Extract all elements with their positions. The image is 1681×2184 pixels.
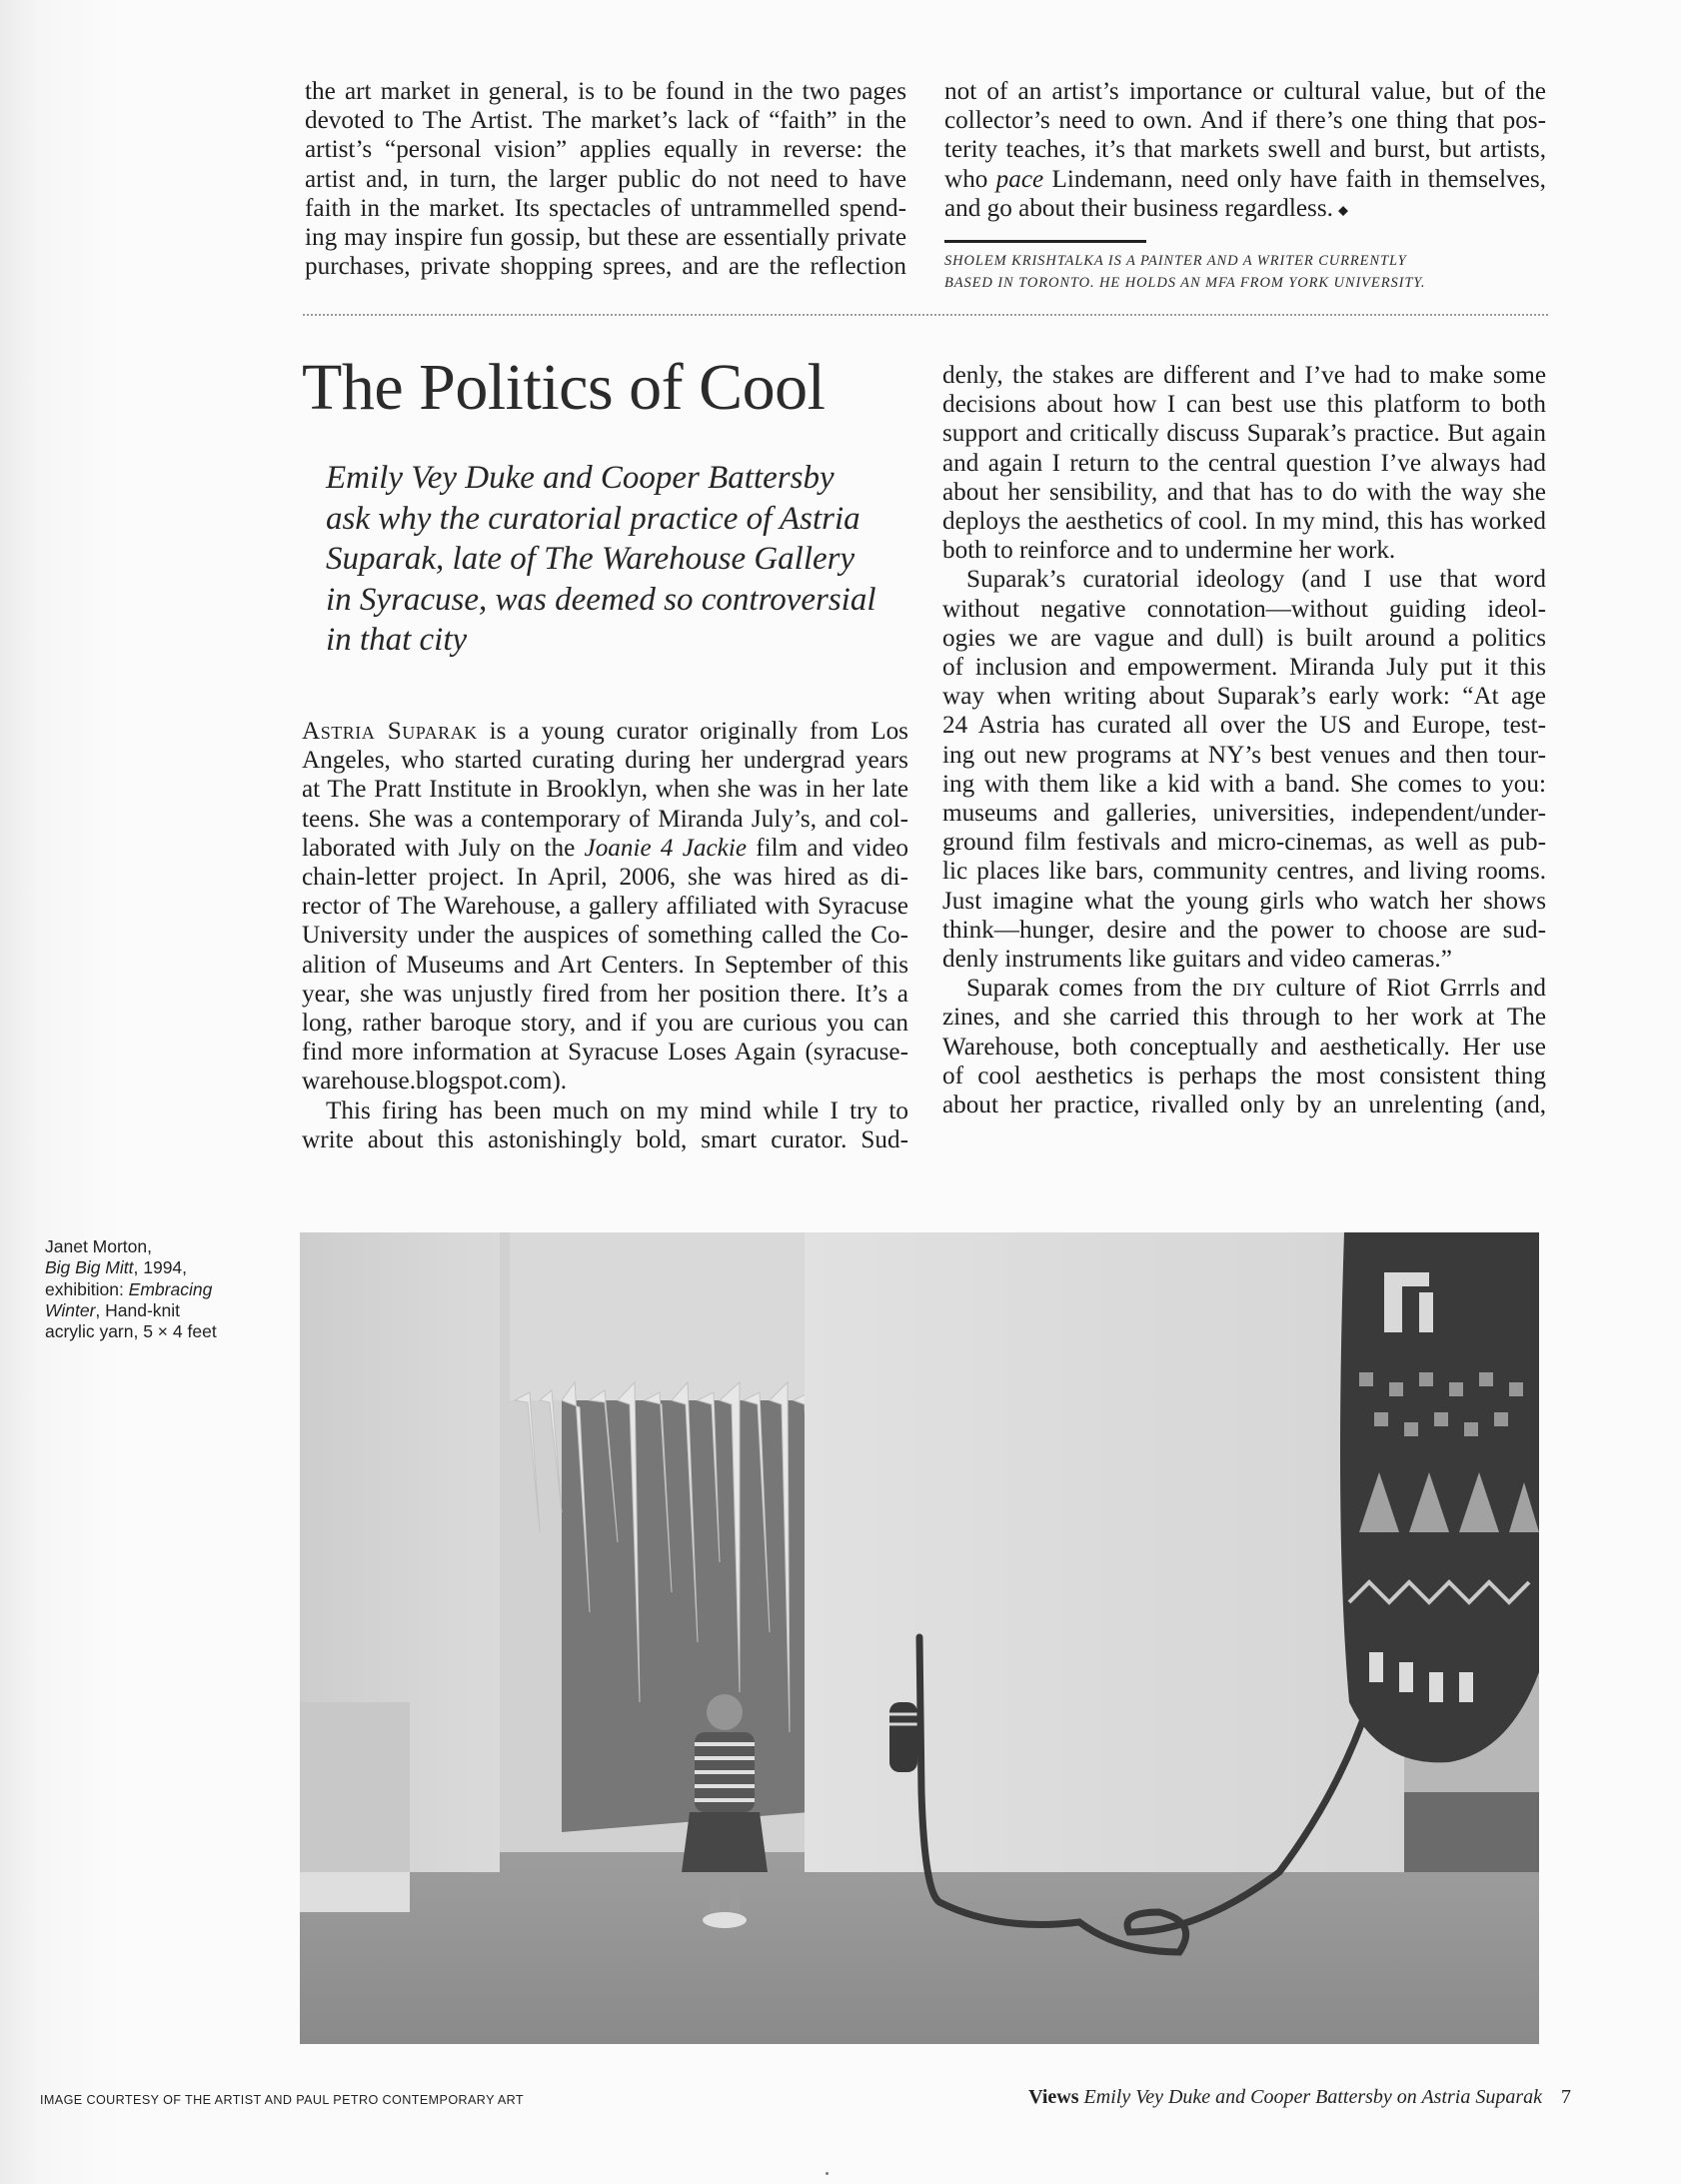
installation-photo (300, 1232, 1539, 2044)
text-line: artist’s “personal vision” applies equally in reverse: the (305, 136, 906, 164)
text-line: and again I return to the central question I’ve always had (942, 449, 1546, 477)
previous-article-paragraph (944, 77, 1546, 225)
text-run: Lindemann, need only have faith in themselves, (1043, 165, 1546, 193)
text-line: devoted to The Artist. The market’s lack of “faith” in the (305, 107, 906, 135)
text-line: both to reinforce and to undermine her work. (942, 537, 1396, 565)
article-paragraph (302, 717, 908, 1096)
text-line: terity teaches, it’s that markets swell and burst, but artists, (944, 136, 1546, 164)
page-number: 7 (1561, 2086, 1571, 2108)
previous-article-paragraph (305, 77, 906, 281)
text-line: 24 Astria has curated all over the US and Europe, test- (942, 712, 1546, 740)
text-line (942, 974, 1546, 1003)
image-credit: IMAGE COURTESY OF THE ARTIST AND PAUL PETRO CONTEMPORARY ART (40, 2093, 525, 2107)
text-line: Warehouse, both conceptually and aesthetically. Her use (942, 1033, 1546, 1061)
text-line: find more information at Syracuse Loses Again (syracuse- (302, 1039, 908, 1067)
text-line: about her practice, rivalled only by an unrelenting (and, (942, 1092, 1546, 1119)
article-title: The Politics of Cool (302, 351, 826, 424)
text-run: culture of Riot Grrrls and (1265, 975, 1546, 1003)
text-line: not of an artist’s importance or cultural value, but of the (944, 78, 1546, 105)
text-line: about her sensibility, and that has to do with the way she (942, 478, 1546, 506)
text-line: year, she was unjustly fired from her position there. It’s a (302, 980, 908, 1008)
text-run: film and video (747, 834, 908, 862)
article-column-left (302, 717, 908, 1154)
caption-exhibition-title: Embracing (128, 1278, 213, 1299)
text-line: University under the auspices of something called the Co- (302, 922, 908, 950)
text-line: ground film festivals and micro-cinemas, as well as pub- (942, 829, 1546, 857)
previous-article-column-right (944, 77, 1546, 225)
smallcaps-diy: diy (1232, 975, 1266, 1003)
figure-caption (45, 1236, 265, 1342)
text-line: without negative connotation—without guiding ideol- (942, 595, 1546, 623)
text-line: Angeles, who started curating during her undergrad years (302, 747, 908, 775)
blog-link-text: warehouse.blogspot.com). (302, 1068, 568, 1095)
caption-medium: , Hand-knit (95, 1299, 181, 1320)
text-run: Suparak comes from the (966, 975, 1233, 1003)
text-line: ing with them like a kid with a band. She comes to you: (942, 770, 1546, 798)
deck-line: Suparak, late of The Warehouse Gallery (326, 541, 855, 577)
text-line: faith in the market. Its spectacles of untrammelled spend- (305, 194, 906, 222)
caption-artist: Janet Morton, (45, 1236, 152, 1256)
text-run: who (944, 165, 996, 193)
text-run: and go about their business regardless. (944, 194, 1333, 222)
text-line: purchases, private shopping sprees, and are the reflection (305, 253, 906, 281)
text-line: teens. She was a contemporary of Miranda July’s, and col- (302, 805, 908, 833)
photo-grain (300, 1232, 1539, 2044)
italic-title-joanie-4-jackie: Joanie 4 Jackie (584, 834, 748, 862)
text-line: of inclusion and empowerment. Miranda July put it this (942, 654, 1546, 682)
text-line: decisions about how I can best use this platform to both (942, 391, 1546, 419)
text-line: ing may inspire fun gossip, but these are essentially private (305, 224, 906, 252)
caption-year: , 1994, (133, 1257, 188, 1278)
caption-exhibition-label: exhibition: (45, 1278, 129, 1299)
text-line: artist and, in turn, the larger public do not need to have (305, 165, 906, 193)
text-line: rector of The Warehouse, a gallery affiliated with Syracuse (302, 893, 908, 921)
text-line: at The Pratt Institute in Brooklyn, when she was in her late (302, 776, 908, 804)
text-line: Suparak’s curatorial ideology (and I use that word (966, 566, 1546, 594)
text-line: zines, and she carried this through to her work at The (942, 1004, 1546, 1032)
italic-term-pace: pace (995, 165, 1044, 193)
bio-rule (944, 240, 1146, 243)
scan-speck (826, 2172, 829, 2175)
page-footer (1028, 2086, 1571, 2109)
section-divider (303, 314, 1548, 316)
deck-line: in that city (326, 622, 468, 658)
article-paragraph (942, 361, 1546, 565)
text-line: ogies we are vague and dull) is built around a politics (942, 624, 1546, 652)
text-run: laborated with July on the (302, 834, 585, 862)
deck-line: in Syracuse, was deemed so controversial (326, 581, 876, 618)
text-line: denly, the stakes are different and I’ve had to make some (942, 362, 1546, 389)
text-line (944, 194, 1546, 225)
article-deck (326, 458, 925, 661)
caption-work-title: Big Big Mitt (45, 1257, 134, 1278)
caption-line (45, 1257, 265, 1278)
text-line: deploys the aesthetics of cool. In my mind, this has worked (942, 508, 1546, 536)
text-line: This firing has been much on my mind while I try to (326, 1096, 908, 1124)
text-line (944, 165, 1546, 194)
bio-line: SHOLEM KRISHTALKA IS A PAINTER AND A WRITER CURRENTLY (944, 253, 1407, 269)
text-line: support and critically discuss Suparak’s practice. But again (942, 420, 1546, 448)
article-paragraph (302, 1096, 908, 1154)
text-line: ing out new programs at NY’s best venues and then tour- (942, 741, 1546, 769)
text-line: alition of Museums and Art Centers. In September of this (302, 951, 908, 979)
text-line: way when writing about Suparak’s early work: “At age (942, 683, 1546, 711)
lead-in: Astria Suparak (302, 718, 478, 745)
bio-line: BASED IN TORONTO. HE HOLDS AN MFA FROM YORK UNIVERSITY. (944, 275, 1426, 291)
deck-line: Emily Vey Duke and Cooper Battersby (326, 460, 835, 496)
previous-article-column-left (305, 77, 906, 281)
text-line: write about this astonishingly bold, smart curator. Sud- (302, 1125, 908, 1153)
caption-medium: acrylic yarn, 5 × 4 feet (45, 1321, 217, 1342)
deck-line: ask why the curatorial practice of Astria (326, 500, 860, 537)
text-line: collector’s need to own. And if there’s one thing that pos- (944, 107, 1546, 135)
footer-running-head: Emily Vey Duke and Cooper Battersby on Astria Suparak (1083, 2086, 1542, 2108)
caption-exhibition-title: Winter (45, 1299, 96, 1320)
caption-line (45, 1300, 265, 1321)
text-line (302, 834, 908, 863)
text-line: lic places like bars, community centres, and living rooms. (942, 858, 1546, 886)
text-line: chain-letter project. In April, 2006, she was hired as di- (302, 864, 908, 892)
article-paragraph (942, 974, 1546, 1119)
article-paragraph (942, 565, 1546, 974)
text-run: is a young curator originally from Los (477, 718, 908, 745)
text-line (302, 717, 908, 746)
text-line: museums and galleries, universities, independent/under- (942, 800, 1546, 828)
text-line: the art market in general, is to be found in the two pages (305, 78, 906, 105)
end-mark-icon: ◆ (1337, 202, 1348, 218)
footer-section-label: Views (1028, 2086, 1079, 2108)
text-line: denly instruments like guitars and video cameras.” (942, 946, 1452, 974)
article-column-right (942, 361, 1546, 1119)
caption-line (45, 1279, 265, 1300)
text-line: of cool aesthetics is perhaps the most consistent thing (942, 1062, 1546, 1090)
author-bio (944, 250, 1554, 294)
text-line: Just imagine what the young girls who watch her shows (942, 887, 1546, 915)
text-line: long, rather baroque story, and if you are curious you can (302, 1010, 908, 1038)
text-line: think—hunger, desire and the power to choose are sud- (942, 916, 1546, 944)
installation-photo-illustration (300, 1232, 1539, 2044)
